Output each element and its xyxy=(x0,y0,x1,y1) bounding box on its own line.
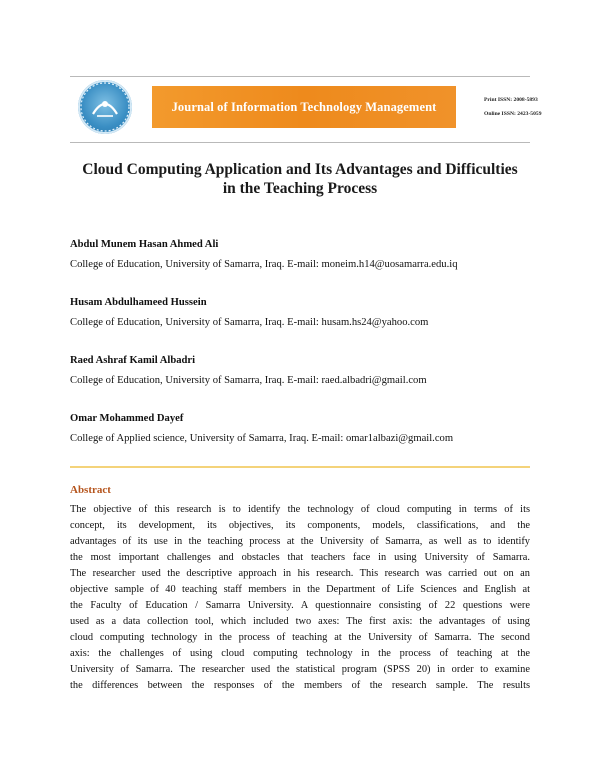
paper-title xyxy=(60,160,540,198)
abstract-line: the Faculty of Education / Samarra University. A questionnaire consisting of 22 questions were xyxy=(70,600,530,611)
author-block xyxy=(70,296,540,329)
title-line-2: in the Teaching Process xyxy=(222,180,378,197)
university-seal-icon xyxy=(78,80,132,134)
abstract-line: the most important challenges and obstacles that teachers face in using University of Samarra. xyxy=(70,552,530,563)
abstract-line: the differences between the responses of the members of the research sample. The results xyxy=(70,680,530,691)
abstract-line: axis: the challenges of using cloud computing technology in the process of teaching at the xyxy=(70,648,530,659)
author-affiliation: College of Education, University of Samarra, Iraq. E-mail: moneim.h14@uosamarra.edu.iq xyxy=(70,259,458,270)
journal-banner xyxy=(152,86,456,128)
author-affiliation: College of Education, University of Samarra, Iraq. E-mail: husam.hs24@yahoo.com xyxy=(70,317,429,328)
header-top-rule xyxy=(70,76,530,77)
author-name: Raed Ashraf Kamil Albadri xyxy=(70,355,196,366)
author-block xyxy=(70,238,540,271)
abstract-line: The objective of this research is to identify the technology of cloud computing in terms of its xyxy=(70,504,530,515)
online-issn: Online ISSN: 2423-5059 xyxy=(484,111,542,117)
author-block xyxy=(70,354,540,387)
author-block xyxy=(70,412,540,445)
abstract-line: concept, its development, its objectives, its components, models, classifications, and the xyxy=(70,520,530,531)
section-divider xyxy=(70,466,530,468)
abstract-line: objective sample of 40 teaching staff members in the Department of Life Sciences and English at xyxy=(70,584,530,595)
abstract-body xyxy=(70,502,530,694)
abstract-line: advantages of its use in the teaching process at the University of Samarra, as well as to identify xyxy=(70,536,530,547)
author-name: Omar Mohammed Dayef xyxy=(70,413,184,424)
abstract-line: cloud computing technology in the process of teaching at the University of Samarra. The second xyxy=(70,632,530,643)
author-name: Abdul Munem Hasan Ahmed Ali xyxy=(70,239,219,250)
print-issn: Print ISSN: 2008-5893 xyxy=(484,97,538,103)
header-bottom-rule xyxy=(70,142,530,143)
author-name: Husam Abdulhameed Hussein xyxy=(70,297,207,308)
abstract-line: University of Samarra. The researcher used the statistical program (SPSS 20) in order to examine xyxy=(70,664,530,675)
title-line-1: Cloud Computing Application and Its Advantages and Difficulties xyxy=(82,161,518,178)
author-affiliation: College of Applied science, University of Samarra, Iraq. E-mail: omar1albazi@gmail.com xyxy=(70,433,454,444)
author-affiliation: College of Education, University of Samarra, Iraq. E-mail: raed.albadri@gmail.com xyxy=(70,375,427,386)
journal-name: Journal of Information Technology Management xyxy=(171,99,437,114)
abstract-line: used as a data collection tool, which included two axes: The first axis: the advantages of using xyxy=(70,616,530,627)
abstract-heading: Abstract xyxy=(70,484,111,496)
abstract-line: The researcher used the descriptive approach in his research. This research was carried out on an xyxy=(70,568,530,579)
